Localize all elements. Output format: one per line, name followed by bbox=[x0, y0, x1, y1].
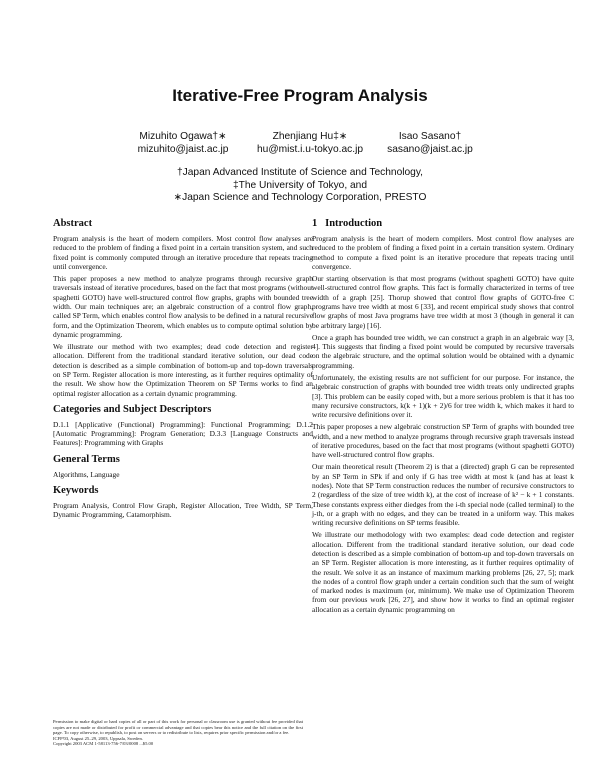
author-3 bbox=[370, 130, 490, 156]
intro-paragraph: This paper proposes a new algebraic construction SP Term of graphs with bounded tree width, and a new method to analyze programs through recursive graph traversals instead of iterative procedures, based on the fact that most programs (without spaghetti GOTO) have well-structured control flow graphs. bbox=[312, 422, 574, 460]
paper-title: Iterative-Free Program Analysis bbox=[172, 86, 428, 105]
author-name: Isao Sasano† bbox=[398, 131, 462, 142]
author-name: Zhenjiang Hu‡∗ bbox=[272, 131, 348, 142]
categories-text: D.1.1 [Applicative (Functional) Programming]: Functional Programming; D.1.2 [Automatic Programming]: Program Generation; D.3.3 [Language Constructs and Features]: Programming with Graphs bbox=[53, 419, 313, 448]
author-name: Mizuhito Ogawa†∗ bbox=[139, 131, 227, 142]
author-email: mizuhito@jaist.ac.jp bbox=[137, 144, 229, 155]
author-2 bbox=[235, 130, 385, 156]
affiliation-line: †Japan Advanced Institute of Science and Technology, bbox=[177, 167, 423, 178]
abstract-paragraph: This paper proposes a new method to analyze programs through recursive graph traversals instead of iterative procedures, based on the fact that most programs (without spaghetti GOTO) have well-structured control flow graphs, graphs with bounded tree width. Our main techniques are; an algebraic construction of a control flow graph, called SP Term, which enables control flow analysis to be defined in a natural recursive form, and the Optimization Theorem, which enables us to compute optimal solution by dynamic programming. bbox=[53, 274, 313, 339]
general-terms-heading: General Terms bbox=[53, 453, 120, 465]
author-email: hu@mist.i.u-tokyo.ac.jp bbox=[256, 144, 364, 155]
conference-line: ICFP'03, August 25–29, 2003, Uppsala, Sweden. bbox=[53, 735, 143, 741]
abstract-paragraph: Program analysis is the heart of modern compilers. Most control flow analyses are reduced to the problem of finding a fixed point in a certain transition system, and such fixed point is commonly computed through an iterative procedure that repeats tracing until convergence. bbox=[53, 234, 313, 271]
author-1 bbox=[118, 130, 248, 156]
left-column bbox=[53, 218, 313, 522]
intro-paragraph: Once a graph has bounded tree width, we can construct a graph in an algebraic way [3, 4]. This suggests that finding a fixed point would be computed by recursive traversals on the algebraic structure, and the optimal solution would be obtained with a dynamic programming. bbox=[312, 332, 574, 370]
abstract-heading: Abstract bbox=[53, 218, 93, 229]
keywords-heading: Keywords bbox=[53, 484, 99, 496]
intro-paragraph: We illustrate our methodology with two examples: dead code detection and register allocation. Different from the traditional standard iterative solution, our dead code detection is described as a simple combination of bottom-up and top-down traversals on an SP Term. Register allocation is more interesting, as it further requires optimality of the result. We solve it as an instance of maximum marking problems [26, 27, 5]; mark the nodes of a control flow graph under a certain condition such that the sum of weight of marked nodes is maximum (or, minimum). We make use of Optimization Theorem from our previous work [26, 27], and show how it works to find an optimal register allocation as a certain dynamic programming on bbox=[312, 530, 574, 614]
affiliation-line: ∗Japan Science and Technology Corporation, PRESTO bbox=[173, 192, 427, 204]
abstract-paragraph: We illustrate our method with two examples; dead code detection and register allocation. Different from the traditional standard iterative solution, our dead code detection is described as a simple combination of bottom-up and top-down traversals on SP Term. Register allocation is more interesting, as it further requires optimality of the result. We show how the Optimization Theorem on SP Terms works to find an optimal register allocation as a certain dynamic programming. bbox=[53, 342, 313, 398]
author-email: sasano@jaist.ac.jp bbox=[387, 144, 473, 155]
affiliation-line: ‡The University of Tokyo, and bbox=[232, 179, 367, 191]
categories-heading: Categories and Subject Descriptors bbox=[53, 403, 212, 415]
copyright-footnote bbox=[53, 719, 303, 747]
right-column bbox=[312, 218, 574, 617]
keywords-text: Program Analysis, Control Flow Graph, Register Allocation, Tree Width, SP Term, Dynamic Programming, Catamorphism. bbox=[53, 500, 313, 520]
permission-notice: Permission to make digital or hard copies of all or part of this work for personal or classroom use is granted without fee provided that copies are not made or distributed for profit or commercial advantage and that copies bear this notice and the full citation on the first page. To copy otherwise, to republish, to post on servers or to redistribute to lists, requires prior specific permission and/or a fee. bbox=[53, 719, 303, 736]
intro-paragraph: Our main theoretical result (Theorem 2) is that a (directed) graph G can be represented by an SP Term in SPk if and only if G has tree width at most k (and has at least k nodes). Note that SP Term construction reduces the number of recursive constructors to 2 (regardless of the size of tree width k), at the cost of increase of k² − k + 1 constants. These constants express either diedges from the i-th special node (called terminal) to the j-th, or a graph with no edges, and they can be treated in a uniform way. This makes writing recursive definitions on SP terms feasible. bbox=[312, 462, 574, 528]
general-terms-text: Algorithms, Language bbox=[53, 469, 120, 479]
affiliations bbox=[0, 167, 600, 205]
intro-paragraph: Program analysis is the heart of modern compilers. Most control flow analyses are reduced to the problem of finding a fixed point in a certain transition system. Ordinary method to compute a fixed point is an iterative procedure that repeats tracing until convergence. bbox=[312, 234, 574, 271]
intro-paragraph: Our starting observation is that most programs (without spaghetti GOTO) have quite well-structured control flow graphs. This fact is formally characterized in terms of tree width of a graph [25]. Thorup showed that control flow graphs of GOTO-free C programs have tree width at most 6 [33], and recent empirical study shows that control flow graphs of most Java programs have tree width at most 3 (though in general it can be arbitrary large) [16]. bbox=[312, 274, 574, 330]
intro-paragraph: Unfortunately, the existing results are not sufficient for our purpose. For instance, the algebraic construction of graphs with bounded tree width treats only undirected graphs [3]. This problem can be easily coped with, but a more serious problem is that it has too many recursive constructors, k(k + 1)(k + 2)/6 for tree width k, which makes it hard to write recursive definitions over it. bbox=[312, 372, 574, 420]
introduction-heading: 1 Introduction bbox=[312, 218, 383, 229]
copyright-line: Copyright 2003 ACM 1-58113-756-7/03/0008 ...$5.00 bbox=[53, 741, 154, 747]
